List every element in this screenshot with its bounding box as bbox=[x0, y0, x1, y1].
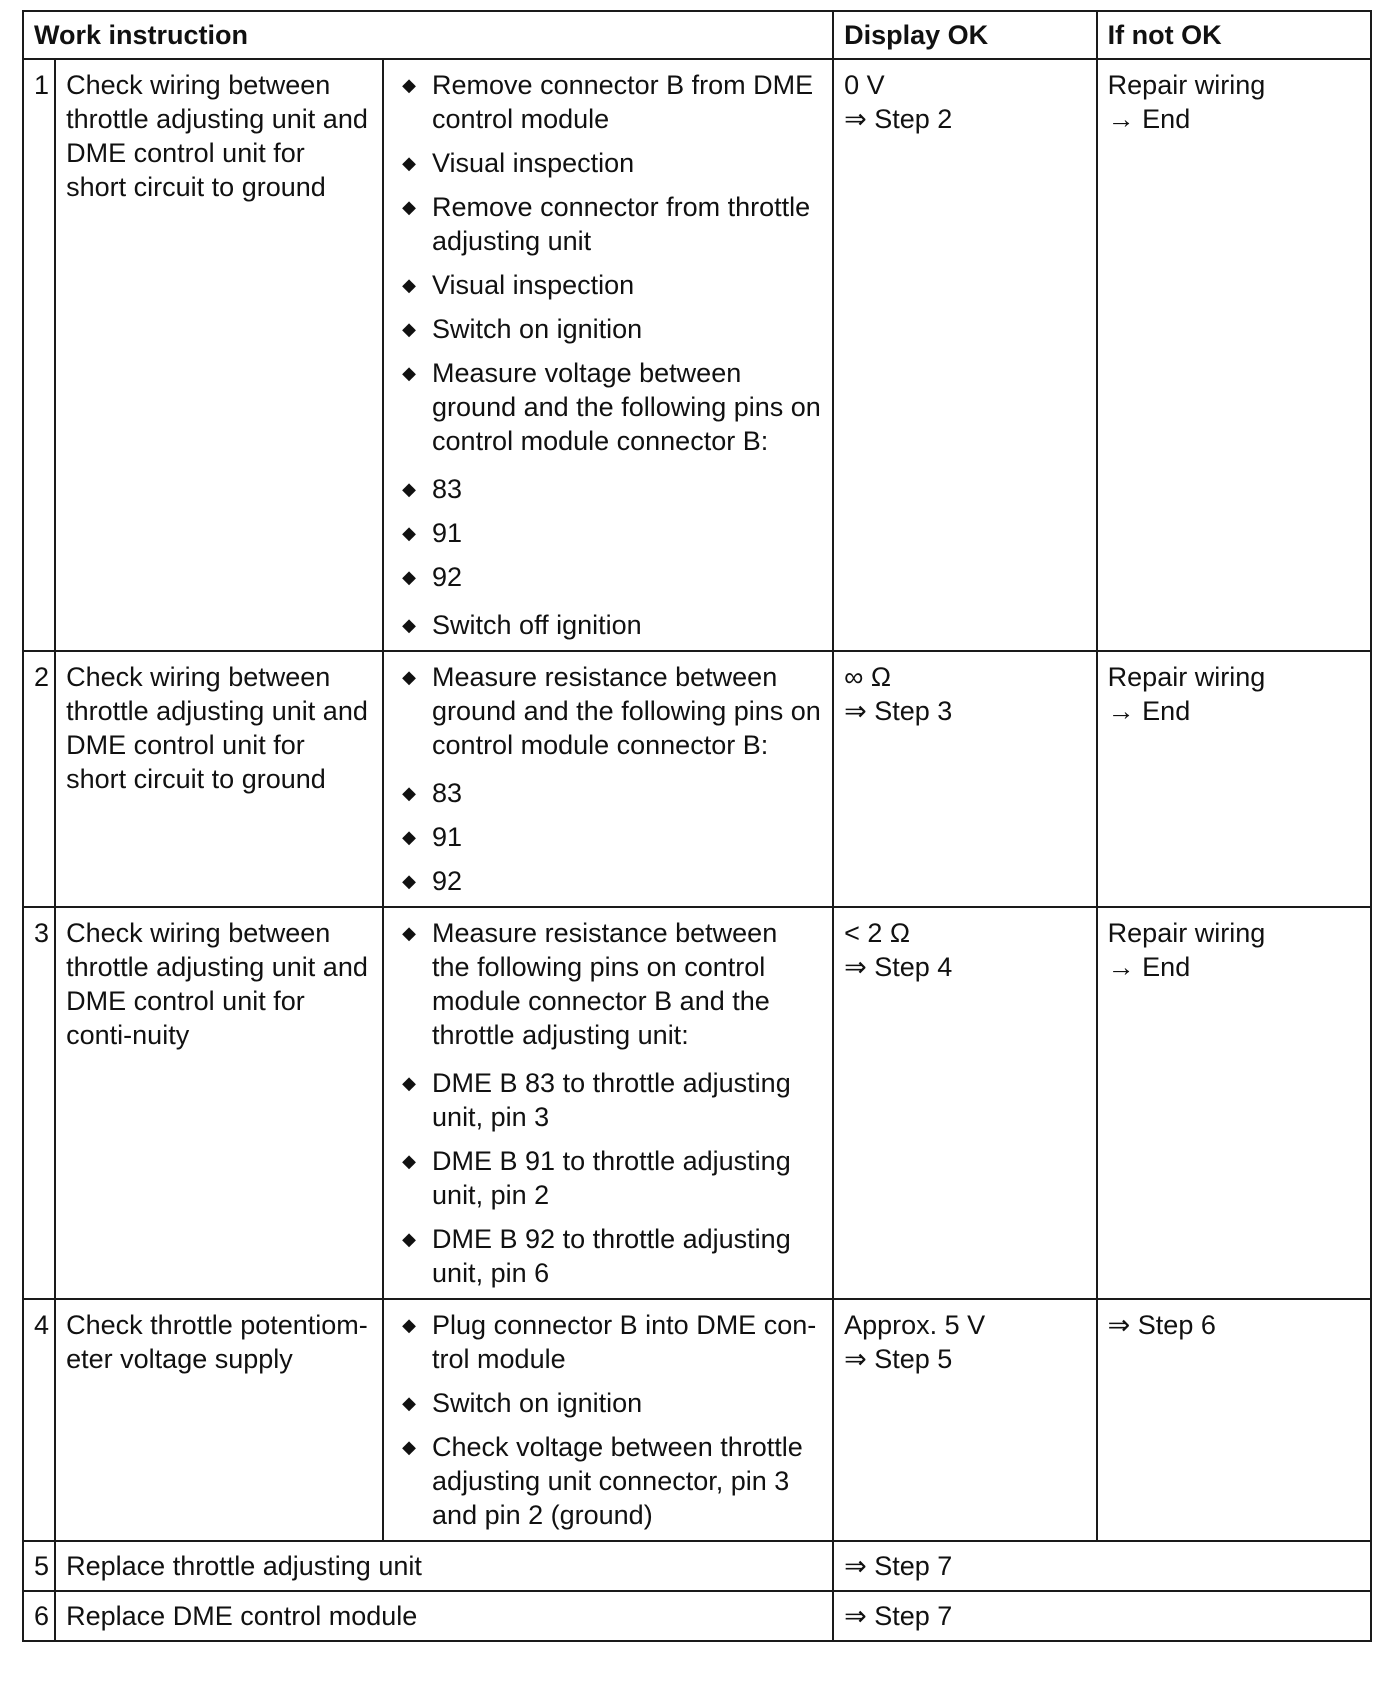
action-list bbox=[394, 660, 822, 898]
action-list bbox=[394, 1308, 822, 1532]
if-not-ok-cell bbox=[1097, 907, 1371, 1299]
diamond-bullet-icon: ◆ bbox=[402, 1073, 416, 1093]
if-not-ok-next: → End bbox=[1107, 104, 1191, 134]
action-item: ◆ Remove connector B from DME control module bbox=[394, 68, 822, 136]
if-not-ok-action: Repair wiring bbox=[1107, 70, 1266, 100]
step-description: Check wiring between throttle adjusting unit and DME control unit for short circuit to ground bbox=[55, 651, 383, 907]
display-ok-cell bbox=[833, 1299, 1097, 1541]
step-number: 4 bbox=[23, 1299, 55, 1541]
action-item: ◆ 92 bbox=[394, 864, 822, 898]
if-not-ok-cell bbox=[1097, 1299, 1371, 1541]
diamond-bullet-icon: ◆ bbox=[402, 567, 416, 587]
diamond-bullet-icon: ◆ bbox=[402, 319, 416, 339]
step-description: Check throttle potentiom-eter voltage supply bbox=[55, 1299, 383, 1541]
step-number: 3 bbox=[23, 907, 55, 1299]
action-item: ◆ Switch off ignition bbox=[394, 608, 822, 642]
step-actions bbox=[383, 907, 833, 1299]
display-ok-cell bbox=[833, 907, 1097, 1299]
action-item: ◆ Plug connector B into DME con-trol module bbox=[394, 1308, 822, 1376]
action-item: ◆ Visual inspection bbox=[394, 268, 822, 302]
if-not-ok-next: → End bbox=[1107, 696, 1191, 726]
action-item: ◆ Remove connector from throttle adjusting unit bbox=[394, 190, 822, 258]
action-item: ◆ Switch on ignition bbox=[394, 312, 822, 346]
diamond-bullet-icon: ◆ bbox=[402, 197, 416, 217]
step-actions bbox=[383, 651, 833, 907]
display-ok-next: ⇒ Step 5 bbox=[844, 1344, 953, 1374]
step-description: Check wiring between throttle adjusting unit and DME control unit for short circuit to ground bbox=[55, 59, 383, 651]
if-not-ok-cell bbox=[1097, 59, 1371, 651]
action-item: ◆ 92 bbox=[394, 560, 822, 594]
work-instruction-table bbox=[22, 10, 1372, 1642]
diamond-bullet-icon: ◆ bbox=[402, 923, 416, 943]
display-ok-value: < 2 Ω bbox=[844, 918, 911, 948]
action-item: ◆ DME B 91 to throttle adjusting unit, pin 2 bbox=[394, 1144, 822, 1212]
diamond-bullet-icon: ◆ bbox=[402, 667, 416, 687]
display-ok-next: ⇒ Step 3 bbox=[844, 696, 953, 726]
diamond-bullet-icon: ◆ bbox=[402, 153, 416, 173]
action-item: ◆ 83 bbox=[394, 776, 822, 810]
header-work-instruction: Work instruction bbox=[23, 11, 833, 59]
display-ok-value: ∞ Ω bbox=[844, 662, 892, 692]
diamond-bullet-icon: ◆ bbox=[402, 363, 416, 383]
if-not-ok-action: Repair wiring bbox=[1107, 662, 1266, 692]
step-description: Check wiring between throttle adjusting unit and DME control unit for conti-nuity bbox=[55, 907, 383, 1299]
action-item: ◆ DME B 83 to throttle adjusting unit, pin 3 bbox=[394, 1066, 822, 1134]
header-row bbox=[23, 11, 1371, 59]
display-ok-cell bbox=[833, 1591, 1371, 1641]
display-ok-cell bbox=[833, 1541, 1371, 1591]
action-item: ◆ Measure resistance between ground and the following pins on control module connector B: bbox=[394, 660, 822, 762]
display-ok-cell bbox=[833, 59, 1097, 651]
action-item: ◆ Visual inspection bbox=[394, 146, 822, 180]
table-row-step-3 bbox=[23, 907, 1371, 1299]
display-ok-next: ⇒ Step 2 bbox=[844, 104, 953, 134]
action-item: ◆ Switch on ignition bbox=[394, 1386, 822, 1420]
diamond-bullet-icon: ◆ bbox=[402, 615, 416, 635]
diamond-bullet-icon: ◆ bbox=[402, 75, 416, 95]
display-ok-next: ⇒ Step 7 bbox=[844, 1551, 953, 1581]
step-number: 5 bbox=[23, 1541, 55, 1591]
action-item: ◆ Measure resistance between the following pins on control module connector B and the throttle adjusting unit: bbox=[394, 916, 822, 1052]
if-not-ok-action: Repair wiring bbox=[1107, 918, 1266, 948]
diamond-bullet-icon: ◆ bbox=[402, 479, 416, 499]
table-row-step-5 bbox=[23, 1541, 1371, 1591]
action-item: ◆ Check voltage between throttle adjusting unit connector, pin 3 and pin 2 (ground) bbox=[394, 1430, 822, 1532]
table-row-step-6 bbox=[23, 1591, 1371, 1641]
step-number: 1 bbox=[23, 59, 55, 651]
if-not-ok-next: ⇒ Step 6 bbox=[1107, 1310, 1216, 1340]
display-ok-value: Approx. 5 V bbox=[844, 1310, 986, 1340]
diamond-bullet-icon: ◆ bbox=[402, 275, 416, 295]
step-number: 6 bbox=[23, 1591, 55, 1641]
action-item: ◆ 83 bbox=[394, 472, 822, 506]
action-item: ◆ DME B 92 to throttle adjusting unit, pin 6 bbox=[394, 1222, 822, 1290]
diamond-bullet-icon: ◆ bbox=[402, 1315, 416, 1335]
diamond-bullet-icon: ◆ bbox=[402, 523, 416, 543]
header-display-ok: Display OK bbox=[833, 11, 1097, 59]
header-if-not-ok: If not OK bbox=[1097, 11, 1371, 59]
action-item: ◆ Measure voltage between ground and the following pins on control module connector B: bbox=[394, 356, 822, 458]
display-ok-cell bbox=[833, 651, 1097, 907]
action-item: ◆ 91 bbox=[394, 820, 822, 854]
display-ok-value: 0 V bbox=[844, 70, 885, 100]
diamond-bullet-icon: ◆ bbox=[402, 1229, 416, 1249]
step-description: Replace DME control module bbox=[55, 1591, 833, 1641]
display-ok-next: ⇒ Step 4 bbox=[844, 952, 953, 982]
diamond-bullet-icon: ◆ bbox=[402, 1151, 416, 1171]
table-row-step-2 bbox=[23, 651, 1371, 907]
action-list bbox=[394, 68, 822, 642]
table-row-step-1 bbox=[23, 59, 1371, 651]
table-row-step-4 bbox=[23, 1299, 1371, 1541]
step-number: 2 bbox=[23, 651, 55, 907]
diamond-bullet-icon: ◆ bbox=[402, 1437, 416, 1457]
diamond-bullet-icon: ◆ bbox=[402, 827, 416, 847]
if-not-ok-cell bbox=[1097, 651, 1371, 907]
diamond-bullet-icon: ◆ bbox=[402, 1393, 416, 1413]
display-ok-next: ⇒ Step 7 bbox=[844, 1601, 953, 1631]
action-list bbox=[394, 916, 822, 1290]
step-description: Replace throttle adjusting unit bbox=[55, 1541, 833, 1591]
diamond-bullet-icon: ◆ bbox=[402, 871, 416, 891]
step-actions bbox=[383, 59, 833, 651]
step-actions bbox=[383, 1299, 833, 1541]
if-not-ok-next: → End bbox=[1107, 952, 1191, 982]
diamond-bullet-icon: ◆ bbox=[402, 783, 416, 803]
action-item: ◆ 91 bbox=[394, 516, 822, 550]
